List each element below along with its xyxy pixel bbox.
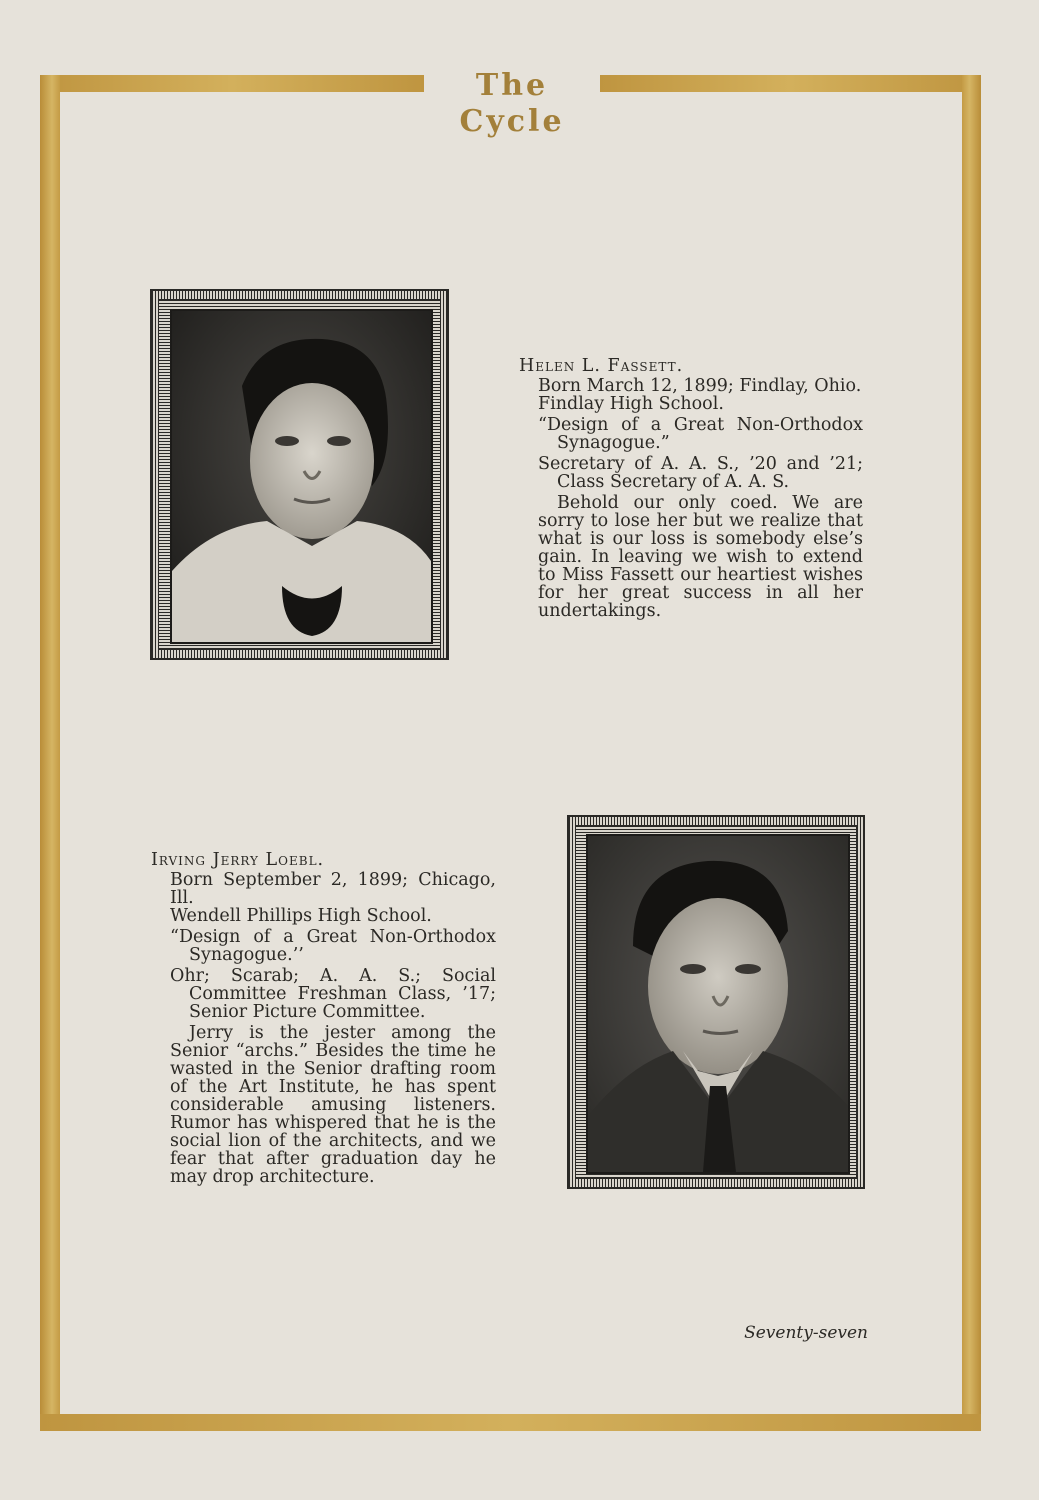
bio-fassett: [519, 357, 863, 620]
portrait-photo-fassett: [170, 309, 433, 644]
gold-border-right: [962, 75, 981, 1431]
birth-info: Born March 12, 1899; Findlay, Ohio.: [538, 376, 862, 396]
gold-border-bottom: [40, 1414, 981, 1431]
tribute-text: Behold our only coed. We are sorry to lose her but we realize that what is our loss is somebody else’s gain. In leaving we wish to extend to Miss Fassett our heartiest wishes for her great success in all her undertakings.: [538, 493, 863, 621]
thesis-title: “Design of a Great Non-Orthodox Synagogue.’’: [170, 927, 496, 965]
gold-border-left: [40, 75, 60, 1431]
high-school: Findlay High School.: [538, 394, 724, 414]
tribute-text: Jerry is the jester among the Senior “archs.” Besides the time he wasted in the Senior drafting room of the Art Institute, he has spent considerable amusing listeners. Rumor has whispered that he is the social lion of the architects, and we fear that after graduation day he may drop architecture.: [170, 1023, 496, 1187]
bio-loebl: [151, 851, 496, 1186]
page-number: Seventy-seven: [744, 1323, 868, 1343]
high-school: Wendell Phillips High School.: [170, 906, 432, 926]
activities: Secretary of A. A. S., ’20 and ’21; Class Secretary of A. A. S.: [538, 454, 863, 492]
student-name: Irving Jerry Loebl.: [151, 850, 325, 870]
birth-info: Born September 2, 1899; Chicago, Ill.: [170, 870, 496, 908]
portrait-photo-loebl: [586, 834, 850, 1174]
gold-border-top-left: [40, 75, 424, 92]
student-name: Helen L. Fassett.: [519, 356, 684, 376]
gold-border-top-right: [600, 75, 980, 92]
activities: Ohr; Scarab; A. A. S.; Social Committee Freshman Class, ’17; Senior Picture Committee.: [170, 966, 496, 1022]
page-header-title: The Cycle: [459, 68, 565, 139]
thesis-title: “Design of a Great Non-Orthodox Synagogue.”: [538, 415, 863, 453]
